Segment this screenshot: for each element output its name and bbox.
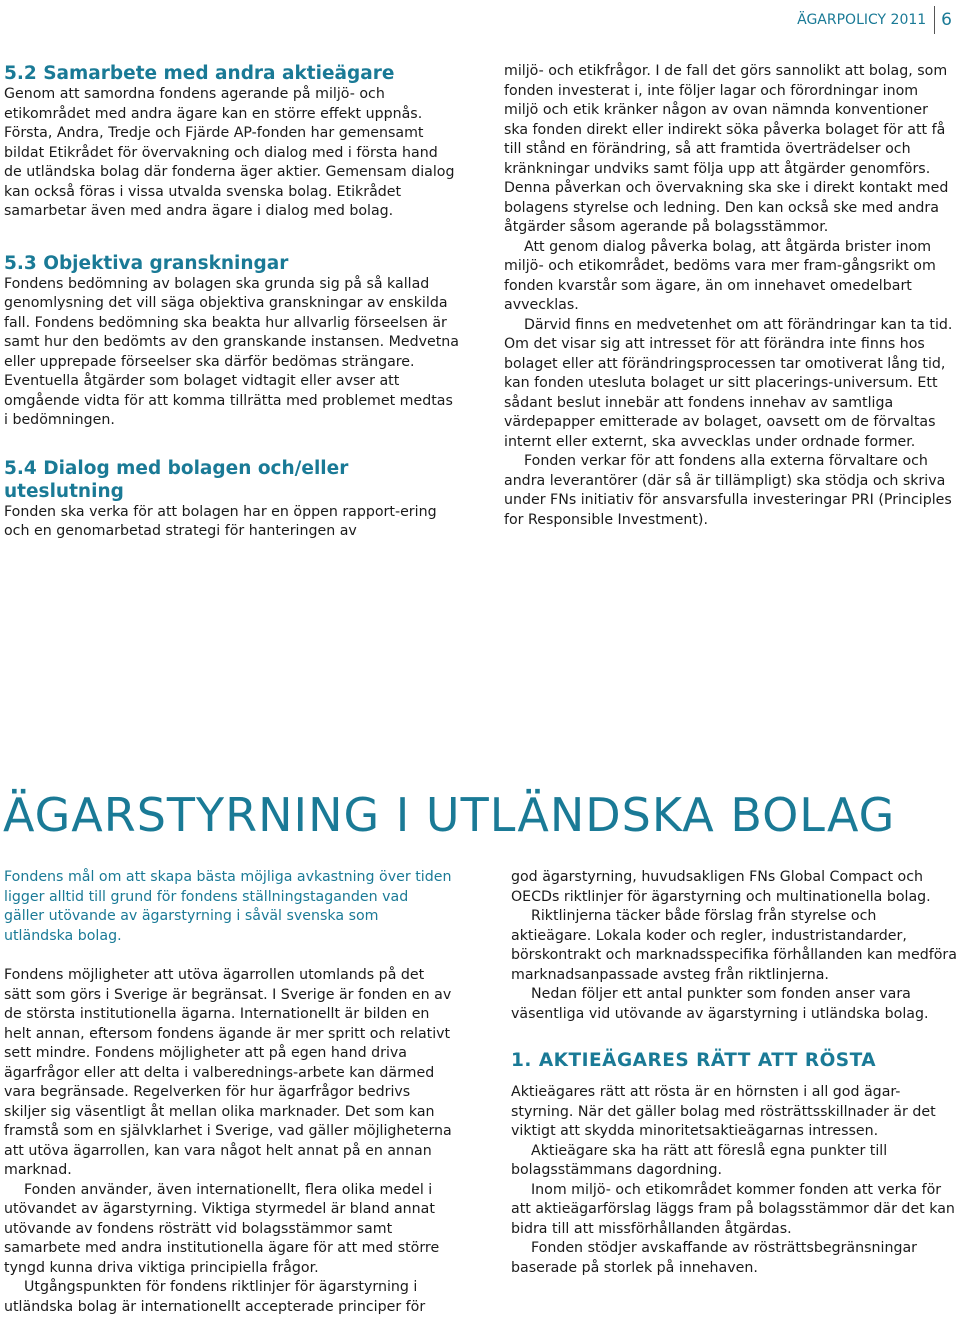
right-top-p4: Fonden verkar för att fondens alla externa förvaltare och andra leverantörer (där så är tillämpligt) ska stödja och skriva under FNs initiativ för ansvarsfulla investeringar PRI (Principles for Responsible Investment). (504, 453, 952, 528)
section-5-2-title: 5.2 Samarbete med andra aktieägare (4, 63, 395, 84)
left-bottom-p3: Utgångspunkten för fondens riktlinjer för ägarstyrning i utländska bolag är internationellt accepterade principer för (4, 1279, 426, 1315)
page-number: 6 (941, 10, 952, 30)
right-bottom-p2: Riktlinjerna täcker både förslag från styrelse och aktieägare. Lokala koder och regler, industristandarder, börskontrakt och marknadsspecifika förhållanden kan medföra marknadsanpassade avsteg från riktlinjerna. (511, 908, 957, 983)
left-bottom-p1: Fondens möjligheter att utöva ägarrollen utomlands på det sätt som görs i Sverige är begränsat. I Sverige är fonden en av de största institutionella ägarna. Internationellt är bilden en helt annan, eftersom fondens ägande är mer spritt och relativt sett mindre. Fondens möjligheter att på egen hand driva ägarfrågor eller att delta i valberednings-arbete kan därmed vara begränsade. Regelverken för hur ägarfrågor bedrivs skiljer sig väsentligt åt mellan olika marknader. Det som kan framstå som en självklarhet i Sverige, vad gäller möjligheterna att utöva ägarrollen, kan vara något helt annat på en annan marknad. (4, 967, 452, 1178)
main-title: ÄGARSTYRNING I UTLÄNDSKA BOLAG (3, 788, 896, 842)
section-1-p3: Inom miljö- och etikområdet kommer fonden att verka för att aktieägarförslag läggs fram på bolagsstämmor där det kan bidra till att missförhållanden åtgärdas. (511, 1181, 955, 1237)
section-5-3-text: Fondens bedömning av bolagen ska grunda sig på så kallad genomlysning det vill säga objektiva granskningar av enskilda fall. Fondens bedömning ska beakta hur allvarlig förseelsen är samt hur den bedömts av den granskande instansen. Medvetna eller upprepade förseelser ska därför bedömas strängare. Eventuella åtgärder som bolaget vidtagit eller avser att omgående vidta för att komma tillrätta med problemet medtas i bedömningen. (4, 275, 459, 428)
section-5-3-title: 5.3 Objektiva granskningar (4, 252, 289, 274)
section-1-p1: Aktieägares rätt att rösta är en hörnsten i all god ägar-styrning. När det gäller bolag med rösträttsskillnader är det viktigt att skydda minoritetsaktieägarnas intressen. (511, 1084, 936, 1139)
section-5-2-text: Genom att samordna fondens agerande på miljö- och etikområdet med andra ägare kan en större effekt uppnås. Första, Andra, Tredje och Fjärde AP-fonden har gemensamt bildat Etikrådet för övervakning och dialog med i första hand de utländska bolag där fonderna äger aktier. Gemensam dialog kan också föras i vissa utvalda svenska bolag. Etikrådet samarbetar även med andra ägare i dialog med bolag. (4, 86, 455, 219)
right-top-p3: Därvid finns en medvetenhet om att förändringar kan ta tid. Om det visar sig att intresset för att förändra inte finns hos bolaget eller att förändringsprocessen tar omotiverat lång tid, kan fonden utesluta bolaget ur sitt placerings-universum. Ett sådant beslut innebär att fondens innehav av samtliga värdepapper emitterade av bolaget, oavsett om de förvaltas internt eller externt, ska avvecklas under ordnade former. (504, 316, 953, 450)
section-1-p4: Fonden stödjer avskaffande av rösträttsbegränsningar baserade på storlek på innehaven. (511, 1240, 917, 1276)
right-top-p1: miljö- och etikfrågor. I de fall det görs sannolikt att bolag, som fonden investerat i, inte följer lagar och förordningar inom miljö och etik kränker någon av ovan nämnda konventioner ska fonden direkt eller indirekt söka påverka bolaget för att få till stånd en förändring, så att framtida överträdelser och kränkningar undviks samt följa upp att åtgärder genomförs. Denna påverkan och övervakning ska ske i direkt kontakt med bolagens styrelse och ledning. Den kan också ske med andra åtgärder såsom agerande på bolagsstämmor. (504, 63, 949, 235)
section-5-4-text: Fonden ska verka för att bolagen har en öppen rapport-ering och en genomarbetad strategi för hanteringen av (4, 503, 437, 539)
left-top-column (4, 62, 459, 542)
page-header (797, 6, 952, 34)
right-bottom-column (511, 868, 957, 1278)
right-top-p2: Att genom dialog påverka bolag, att åtgärda brister inom miljö- och etikområdet, bedöms vara mer fram-gångsrikt om fonden kvarstår som ägare, än om innehavet omedelbart avvecklas. (504, 238, 936, 313)
intro-paragraph: Fondens mål om att skapa bästa möjliga avkastning över tiden ligger alltid till grund för fondens ställningstaganden vad gäller utövande av ägarstyrning i såväl svenska som utländska bolag. (4, 869, 452, 944)
right-bottom-p3: Nedan följer ett antal punkter som fonden anser vara väsentliga vid utövande av ägarstyrning i utländska bolag. (511, 986, 929, 1022)
right-top-column (504, 62, 956, 530)
section-5-4-title: 5.4 Dialog med bolagen och/eller uteslutning (4, 457, 349, 502)
right-bottom-p1: god ägarstyrning, huvudsakligen FNs Global Compact och OECDs riktlinjer för ägarstyrning och multinationella bolag. (511, 869, 931, 905)
header-divider (934, 6, 935, 34)
section-1-title: 1. AKTIEÄGARES RÄTT ATT RÖSTA (511, 1050, 877, 1071)
left-bottom-p2: Fonden använder, även internationellt, flera olika medel i utövandet av ägarstyrning. Viktiga styrmedel är bland annat utövande av fondens rösträtt vid bolagsstämmor samt samarbete med andra institutionella ägare för att med större tyngd kunna driva viktiga principiella frågor. (4, 1181, 440, 1276)
section-1-p2: Aktieägare ska ha rätt att föreslå egna punkter till bolagsstämmans dagordning. (511, 1142, 888, 1178)
left-bottom-column (4, 868, 452, 1317)
header-label: ÄGARPOLICY 2011 (797, 12, 927, 28)
